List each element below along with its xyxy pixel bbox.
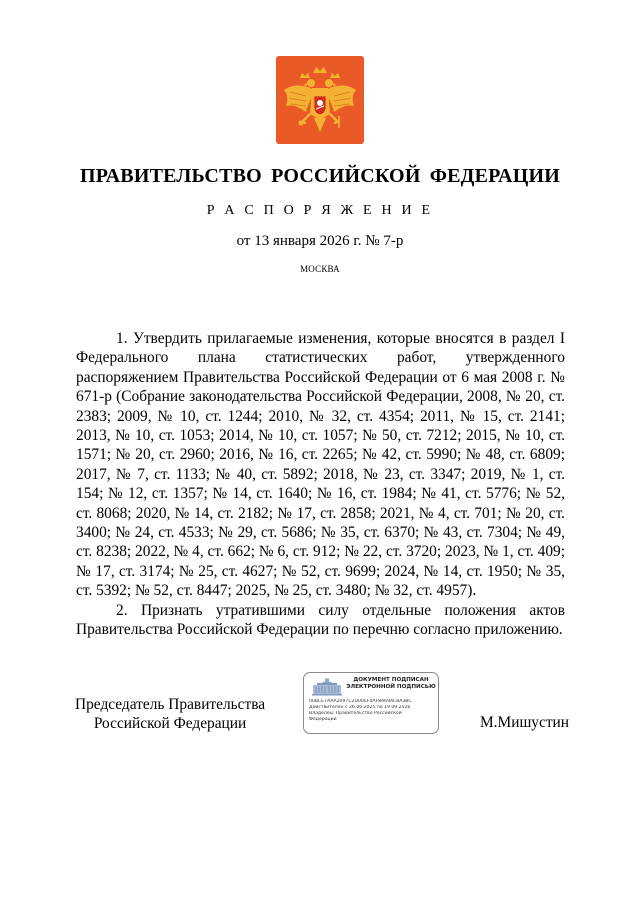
document-body <box>76 329 565 640</box>
paragraph-1: 1. Утвердить прилагаемые изменения, которые вносятся в раздел I Федерального плана статистических работ, утвержденного распоряжением Правительства Российской Федерации от 6 мая 2008 г. № 671-р (Собрание законодательства Российской Федерации, 2008, № 20, ст. 2383; 2009, № 10, ст. 1244; 2010, № 32, ст. 4354; 2011, № 15, ст. 2141; 2013, № 10, ст. 1053; 2014, № 10, ст. 1057; № 50, ст. 7212; 2015, № 10, ст. 1571; № 20, ст. 2960; 2016, № 16, ст. 2265; № 42, ст. 5990; № 48, ст. 6809; 2017, № 7, ст. 1133; № 40, ст. 5892; 2018, № 23, ст. 3347; 2019, № 1, ст. 154; № 12, ст. 1357; № 14, ст. 1640; № 16, ст. 1984; № 41, ст. 5776; № 52, ст. 8068; 2020, № 14, ст. 2182; № 17, ст. 2858; 2021, № 4, ст. 701; № 20, ст. 3400; № 24, ст. 4533; № 29, ст. 5686; № 35, ст. 6370; № 43, ст. 7304; № 49, ст. 8238; 2022, № 4, ст. 662; № 6, ст. 912; № 22, ст. 3720; 2023, № 1, ст. 409; № 17, ст. 3174; № 25, ст. 4627; № 52, ст. 9699; 2024, № 14, ст. 1950; № 35, ст. 5392; № 52, ст. 8447; 2025, № 25, ст. 3480; № 32, ст. 4957). <box>76 330 565 600</box>
stamp-certificate: 00BCE7AAA2097C2D00EF4AF8A69AC8A3BC <box>309 699 412 704</box>
electronic-signature-stamp <box>303 672 439 734</box>
stamp-owner-line-1: Владелец: Правительство Российской <box>309 711 402 717</box>
stamp-title-line-1: ДОКУМЕНТ ПОДПИСАН <box>353 677 429 683</box>
signer-position <box>75 695 265 733</box>
document-city: МОСКВА <box>300 264 340 274</box>
organization-title: ПРАВИТЕЛЬСТВО РОССИЙСКОЙ ФЕДЕРАЦИИ <box>80 165 560 187</box>
stamp-owner-line-2: Федерации <box>309 717 337 723</box>
government-building-icon <box>312 678 342 696</box>
signer-name: М.Мишустин <box>480 714 570 731</box>
stamp-title-line-2: ЭЛЕКТРОННОЙ ПОДПИСЬЮ <box>346 684 436 691</box>
signer-position-line-2: Российской Федерации <box>93 715 247 732</box>
stamp-title <box>346 677 436 691</box>
russian-coat-of-arms-icon <box>276 56 364 144</box>
paragraph-2: 2. Признать утратившими силу отдельные положения актов Правительства Российской Федерации по перечню согласно приложению. <box>76 601 565 639</box>
stamp-valid-period: Действителен с 26.06.2025 по 19.09.2026 <box>309 705 411 711</box>
document-type: Р А С П О Р Я Ж Е Н И Е <box>206 203 434 218</box>
signer-position-line-1: Председатель Правительства <box>75 696 266 713</box>
stamp-details <box>309 699 437 723</box>
document-date-number: от 13 января 2026 г. № 7-р <box>236 233 404 249</box>
